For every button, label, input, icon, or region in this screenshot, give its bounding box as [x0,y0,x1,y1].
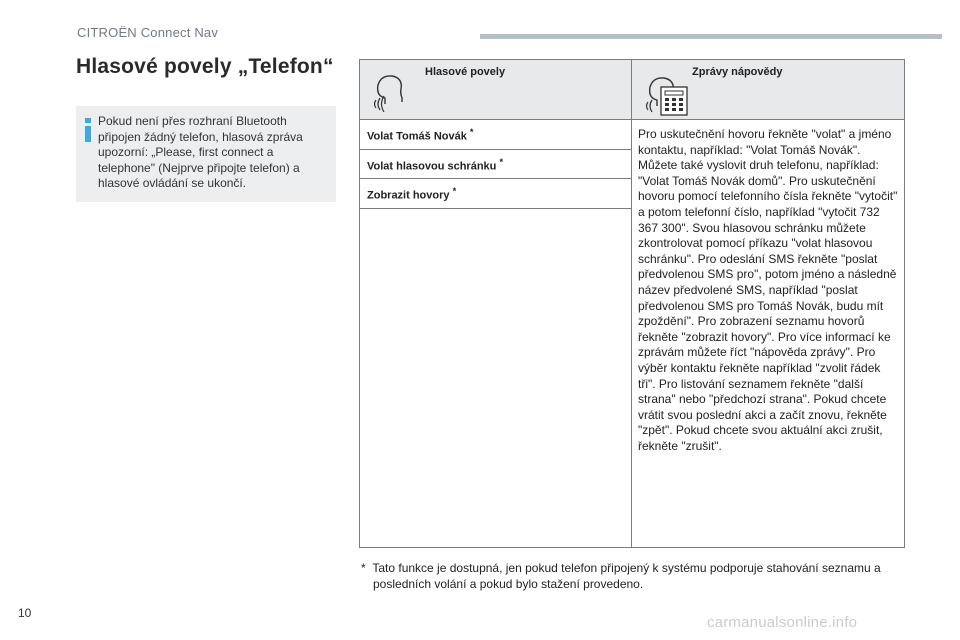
info-text: Pokud není přes rozhraní Bluetooth připojen žádný telefon, hlasová zpráva upozorní: „Please, first connect a telephone" (Nejprve připojte telefon) a hlasové ovládání se ukončí. [98,114,303,190]
command-label: Volat hlasovou schránku [367,160,497,173]
voice-commands-table [359,59,905,548]
page-number: 10 [18,606,32,620]
help-text-cell [632,120,905,548]
footnote-marker: * [469,127,474,137]
voice-command-icon [372,72,406,112]
table-header-row [360,60,905,120]
command-cell [360,149,632,179]
footnote [361,561,913,592]
command-label: Zobrazit hovory [367,189,450,202]
table-row [360,120,905,150]
column-header-help-messages [632,60,905,120]
command-cell [360,120,632,150]
help-messages-icon [644,72,690,116]
column-header-label: Hlasové povely [425,66,506,78]
page-title: Hlasové povely „Telefon“ [76,55,334,78]
footnote-text: Tato funkce je dostupná, jen pokud telefon připojený k systému podporuje stahování seznamu a posledních volání a pokud bylo stažení provedeno. [372,561,881,591]
footnote-marker: * [452,186,457,197]
footnote-marker: * [361,561,366,575]
column-header-voice-commands [360,60,632,120]
command-label: Volat Tomáš Novák [367,130,467,143]
column-header-label: Zprávy nápovědy [692,66,783,78]
command-cell [360,179,632,209]
footnote-marker: * [499,156,504,167]
watermark: carmanualsonline.info [707,614,858,631]
info-box [76,106,336,202]
help-text: Pro uskutečnění hovoru řekněte "volat" a jméno kontaktu, například: "Volat Tomáš Novák". Můžete také vyslovit druh telefonu, například: "Volat Tomáš Novák domů". Pro uskutečnění hovoru pomocí telefonního čísla řekněte "vytočit" a potom telefonní číslo, například "vytočit 732 367 300". Svou hlasovou schránku můžete zkontrolovat pomocí příkazu "volat hlasovou schránku". Pro odeslání SMS řekněte "poslat předvolenou SMS pro", potom jméno a následně název předvolené SMS, například "poslat předvolenou SMS pro Tomáš Novák, budu mít zpoždění". Pro zobrazení seznamu hovorů řekněte "zobrazit hovory". Pro více informací ke zprávám můžete říct "nápověda zprávy". Pro výběr kontaktu řekněte například "zvolit řádek tři". Pro listování seznamem řekněte "další strana" nebo "předchozí strana". Pokud chcete vrátit svou poslední akci a začít znovu, řekněte "zpět". Pokud chcete svou aktuální akci zrušit, řekněte "zrušit". [638,127,898,453]
header-divider [480,34,942,39]
empty-cell [360,208,632,547]
info-icon [84,118,92,142]
header-title: CITROËN Connect Nav [77,25,219,40]
